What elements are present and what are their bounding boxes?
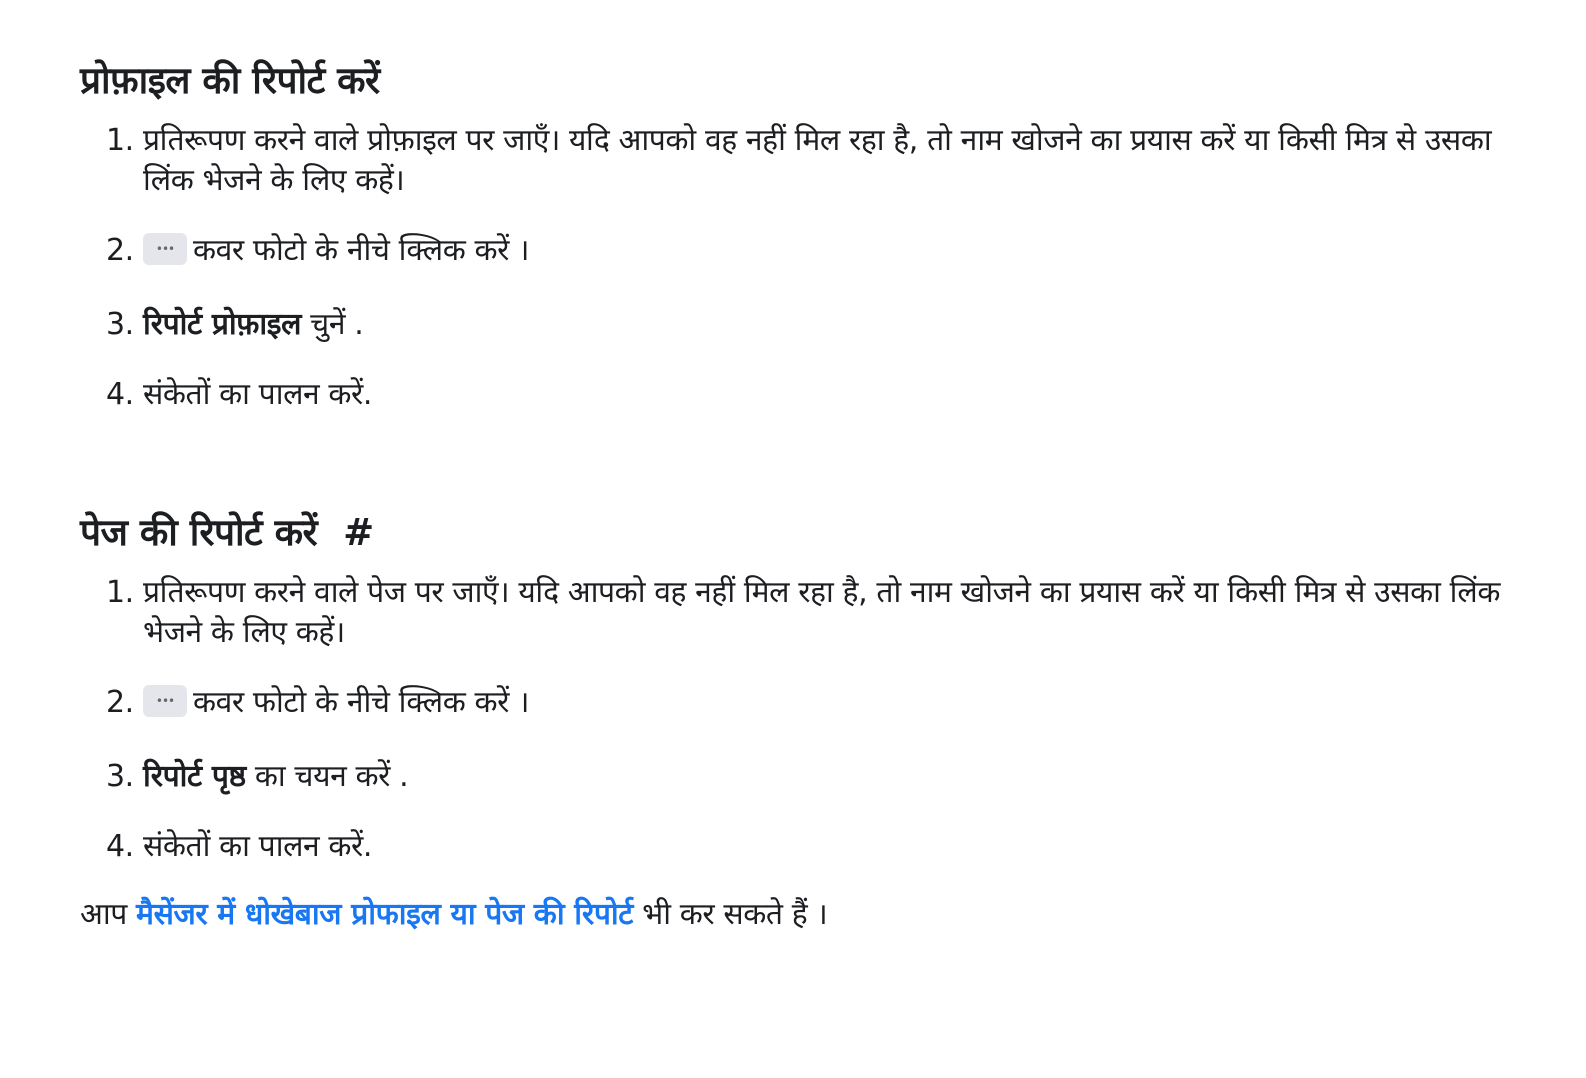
report-page-section [80, 507, 1506, 867]
list-item [80, 121, 1506, 201]
list-item [80, 757, 1506, 797]
step-text: कवर फोटो के नीचे क्लिक करें । [193, 233, 530, 268]
step-text: प्रतिरूपण करने वाले पेज पर जाएँ। यदि आपको वह नहीं मिल रहा है, तो नाम खोजने का प्रयास करें या किसी मित्र से उसका लिंक भेजने के लिए कहें। [143, 575, 1501, 650]
report-profile-steps [80, 121, 1506, 415]
step-number: 2. [106, 685, 134, 720]
more-horizontal-icon: ••• [143, 233, 187, 265]
step-bold-option: रिपोर्ट पृष्ठ [143, 759, 246, 794]
step-text: चुनें . [301, 307, 364, 342]
step-number: 4. [106, 829, 134, 864]
step-number: 2. [106, 233, 134, 268]
more-horizontal-icon: ••• [143, 685, 187, 717]
step-text: प्रतिरूपण करने वाले प्रोफ़ाइल पर जाएँ। यदि आपको वह नहीं मिल रहा है, तो नाम खोजने का प्रयास करें या किसी मित्र से उसका लिंक भेजने के लिए कहें। [143, 123, 1492, 198]
list-item [80, 573, 1506, 653]
step-text: संकेतों का पालन करें. [143, 829, 373, 864]
report-page-steps [80, 573, 1506, 867]
step-number: 4. [106, 377, 134, 412]
list-item [80, 305, 1506, 345]
footer-prefix: आप [80, 897, 137, 932]
step-text: संकेतों का पालन करें. [143, 377, 373, 412]
step-number: 1. [106, 123, 134, 158]
messenger-report-link[interactable]: मैसेंजर में धोखेबाज प्रोफाइल या पेज की रिपोर्ट [136, 897, 634, 932]
report-page-heading-text: पेज की रिपोर्ट करें [80, 511, 318, 554]
list-item [80, 231, 1506, 271]
footer-suffix: भी कर सकते हैं । [633, 897, 828, 932]
report-profile-section [80, 55, 1506, 415]
step-text: कवर फोटो के नीचे क्लिक करें । [193, 685, 530, 720]
step-bold-option: रिपोर्ट प्रोफ़ाइल [143, 307, 302, 342]
heading-anchor-link[interactable]: # [343, 511, 374, 554]
messenger-report-note [80, 895, 1506, 935]
list-item [80, 683, 1506, 723]
step-text: का चयन करें . [245, 759, 409, 794]
report-profile-heading: प्रोफ़ाइल की रिपोर्ट करें [80, 59, 380, 102]
step-number: 1. [106, 575, 134, 610]
list-item [80, 375, 1506, 415]
step-number: 3. [106, 759, 134, 794]
list-item [80, 827, 1506, 867]
report-page-heading [80, 507, 1506, 559]
step-number: 3. [106, 307, 134, 342]
